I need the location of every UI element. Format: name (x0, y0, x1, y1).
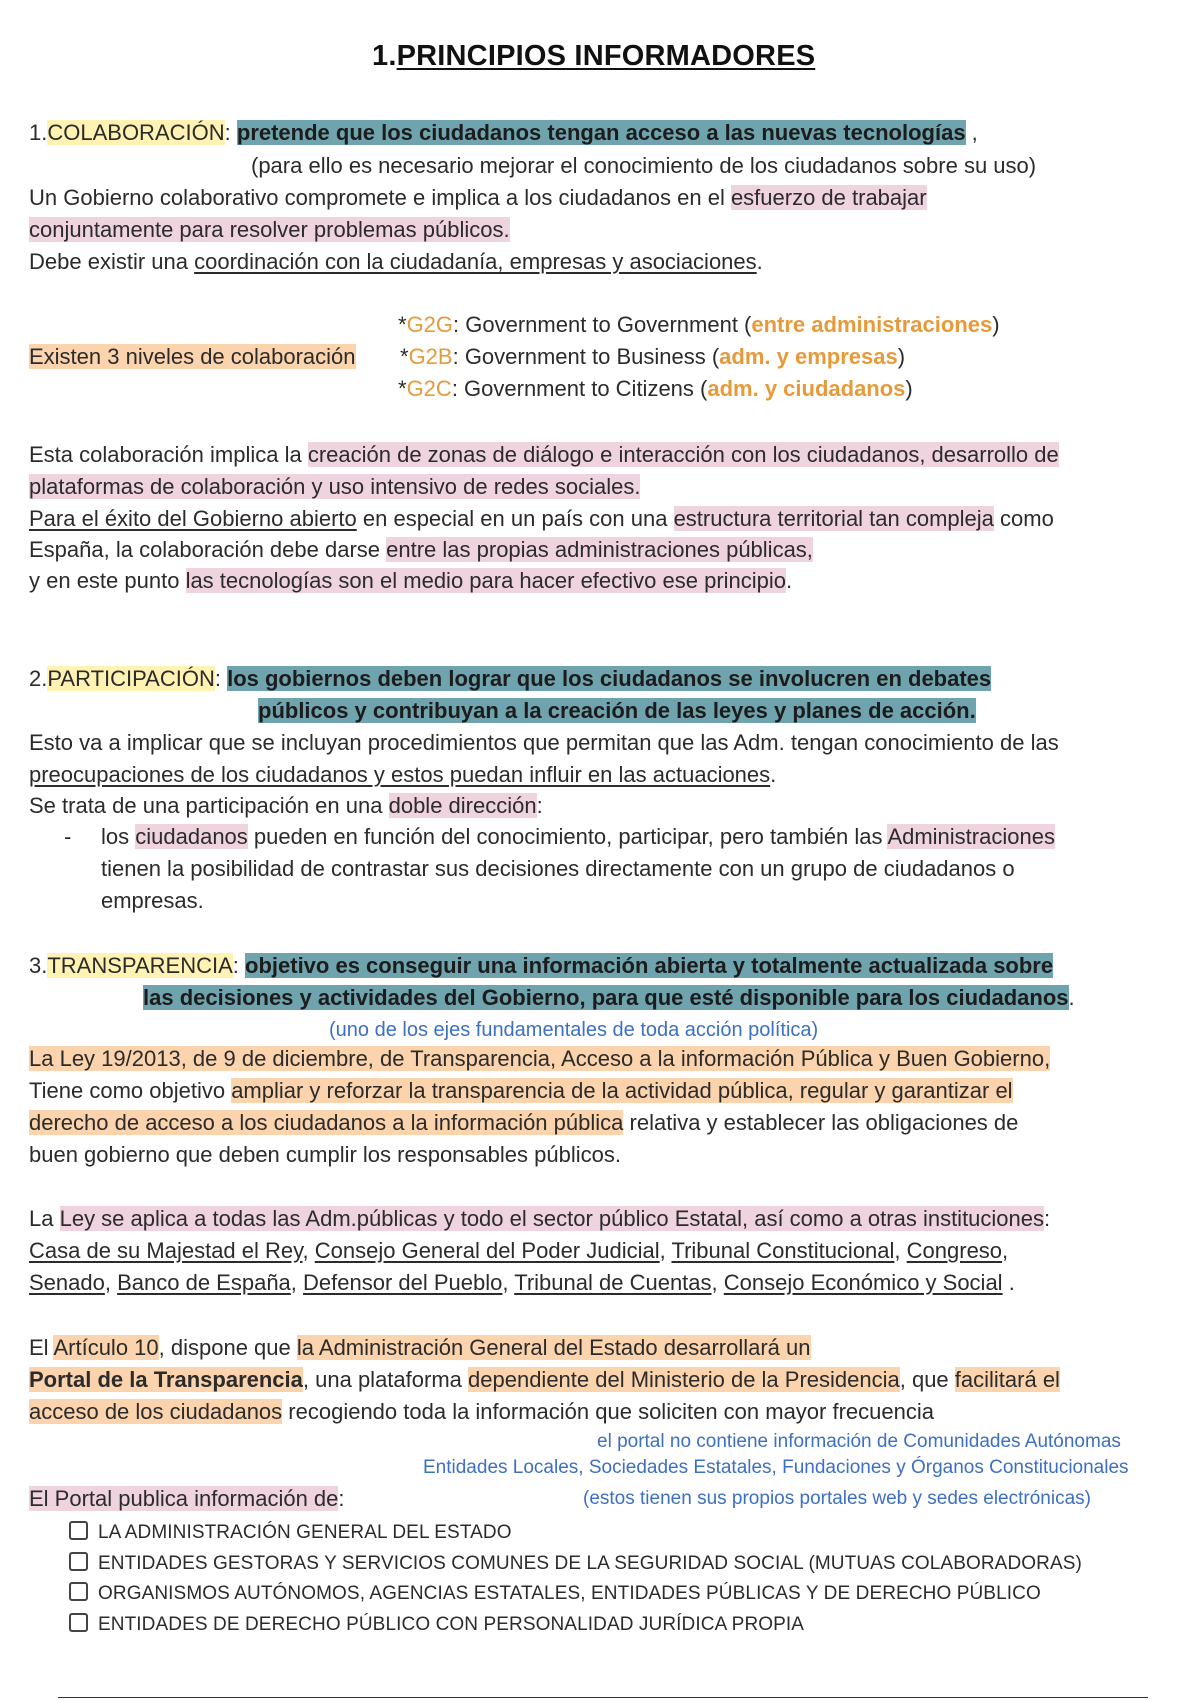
paragraph-line: conjuntamente para resolver problemas públicos. (29, 217, 510, 242)
portal-note: el portal no contiene información de Comunidades Autónomas (597, 1431, 1121, 1452)
collaboration-level-g2b: *G2B: Government to Business (adm. y empresas) (400, 344, 906, 369)
checkbox[interactable] (69, 1521, 88, 1540)
bullet-marker: - (64, 824, 72, 849)
collaboration-levels-label: Existen 3 niveles de colaboración (29, 344, 356, 369)
section-2-heading: 2.PARTICIPACIÓN: los gobiernos deben lograr que los ciudadanos se involucren en debates (29, 666, 992, 691)
paragraph-line: Para el éxito del Gobierno abierto en especial en un país con una estructura territorial tan compleja como (29, 506, 1054, 531)
section-3-heading: 3.TRANSPARENCIA: objetivo es conseguir una información abierta y totalmente actualizada sobre (29, 953, 1054, 978)
paragraph-line: Se trata de una participación en una doble dirección: (29, 793, 543, 818)
section-2-definition: los gobiernos deben lograr que los ciudadanos se involucren en debates (227, 666, 992, 691)
paragraph-line: Un Gobierno colaborativo compromete e implica a los ciudadanos en el esfuerzo de trabajar (29, 185, 927, 210)
title-number: 1. (372, 40, 397, 72)
portal-name: Portal de la Transparencia (29, 1367, 303, 1392)
checklist-item: ORGANISMOS AUTÓNOMOS, AGENCIAS ESTATALES, ENTIDADES PÚBLICAS Y DE DERECHO PÚBLICO (69, 1579, 1041, 1609)
paragraph-line: La Ley se aplica a todas las Adm.públicas y todo el sector público Estatal, así como a otras instituciones: (29, 1206, 1051, 1231)
checkbox[interactable] (69, 1582, 88, 1601)
paragraph-line: Debe existir una coordinación con la ciudadanía, empresas y asociaciones. (29, 249, 763, 274)
paragraph-line: Tiene como objetivo ampliar y reforzar la transparencia de la actividad pública, regular y garantizar el (29, 1078, 1013, 1103)
title-text: PRINCIPIOS INFORMADORES (396, 40, 816, 72)
collaboration-level-g2c: *G2C: Government to Citizens (adm. y ciudadanos) (398, 376, 913, 401)
paragraph-line: España, la colaboración debe darse entre las propias administraciones públicas, (29, 537, 813, 562)
collaboration-level-g2g: *G2G: Government to Government (entre administraciones) (398, 312, 1000, 337)
law-reference: La Ley 19/2013, de 9 de diciembre, de Transparencia, Acceso a la información Pública y Buen Gobierno, (29, 1046, 1051, 1071)
portal-publishes-label: El Portal publica información de: (29, 1486, 345, 1511)
section-2-definition-cont: públicos y contribuyan a la creación de las leyes y planes de acción. (258, 698, 976, 723)
article-10-line: acceso de los ciudadanos recogiendo toda la información que soliciten con mayor frecuencia (29, 1399, 934, 1424)
paragraph-line: buen gobierno que deben cumplir los responsables públicos. (29, 1142, 621, 1167)
section-3-definition: objetivo es conseguir una información abierta y totalmente actualizada sobre (245, 953, 1054, 978)
institutions-row-1: Casa de su Majestad el Rey, Consejo General del Poder Judicial, Tribunal Constitucional, Congreso, (29, 1238, 1009, 1263)
institutions-row-2: Senado, Banco de España, Defensor del Pueblo, Tribunal de Cuentas, Consejo Económico y Social . (29, 1270, 1015, 1295)
section-1-name: COLABORACIÓN (47, 120, 225, 145)
bullet-item-cont: empresas. (101, 888, 204, 913)
paragraph-line: derecho de acceso a los ciudadanos a la información pública relativa y establecer las obligaciones de (29, 1110, 1019, 1135)
checklist-item: LA ADMINISTRACIÓN GENERAL DEL ESTADO (69, 1518, 512, 1548)
checklist-item: ENTIDADES GESTORAS Y SERVICIOS COMUNES DE LA SEGURIDAD SOCIAL (MUTUAS COLABORADORAS) (69, 1549, 1082, 1579)
paragraph-line: preocupaciones de los ciudadanos y estos puedan influir en las actuaciones. (29, 762, 777, 787)
section-3-name: TRANSPARENCIA (47, 953, 233, 978)
section-1-definition: pretende que los ciudadanos tengan acceso a las nuevas tecnologías (236, 120, 966, 145)
checkbox[interactable] (69, 1613, 88, 1632)
article-10-line: Portal de la Transparencia, una plataforma dependiente del Ministerio de la Presidencia, que facilitará el (29, 1367, 1060, 1392)
checkbox[interactable] (69, 1552, 88, 1571)
portal-note: (estos tienen sus propios portales web y sedes electrónicas) (583, 1488, 1091, 1509)
footer-rule (58, 1697, 1148, 1698)
paragraph-line: Esta colaboración implica la creación de zonas de diálogo e interacción con los ciudadanos, desarrollo de (29, 442, 1059, 467)
checklist-item: ENTIDADES DE DERECHO PÚBLICO CON PERSONALIDAD JURÍDICA PROPIA (69, 1610, 804, 1640)
section-3-note: (uno de los ejes fundamentales de toda acción política) (329, 1019, 819, 1041)
article-10-line: El Artículo 10, dispone que la Administración General del Estado desarrollará un (29, 1335, 811, 1360)
bullet-item: los ciudadanos pueden en función del conocimiento, participar, pero también las Administraciones (101, 824, 1055, 849)
portal-note: Entidades Locales, Sociedades Estatales, Fundaciones y Órganos Constitucionales (423, 1457, 1129, 1478)
paragraph-line: y en este punto las tecnologías son el medio para hacer efectivo ese principio. (29, 568, 793, 593)
bullet-item-cont: tienen la posibilidad de contrastar sus decisiones directamente con un grupo de ciudadanos o (101, 856, 1015, 881)
section-1-note: (para ello es necesario mejorar el conocimiento de los ciudadanos sobre su uso) (251, 153, 1037, 178)
section-3-definition-cont: las decisiones y actividades del Gobierno, para que esté disponible para los ciudadanos. (143, 985, 1075, 1010)
paragraph-line: plataformas de colaboración y uso intensivo de redes sociales. (29, 474, 641, 499)
section-1-heading: 1.COLABORACIÓN: pretende que los ciudadanos tengan acceso a las nuevas tecnologías , (29, 120, 978, 145)
section-2-name: PARTICIPACIÓN (47, 666, 215, 691)
paragraph-line: Esto va a implicar que se incluyan procedimientos que permitan que las Adm. tengan conocimiento de las (29, 730, 1059, 755)
page-title (372, 38, 815, 74)
